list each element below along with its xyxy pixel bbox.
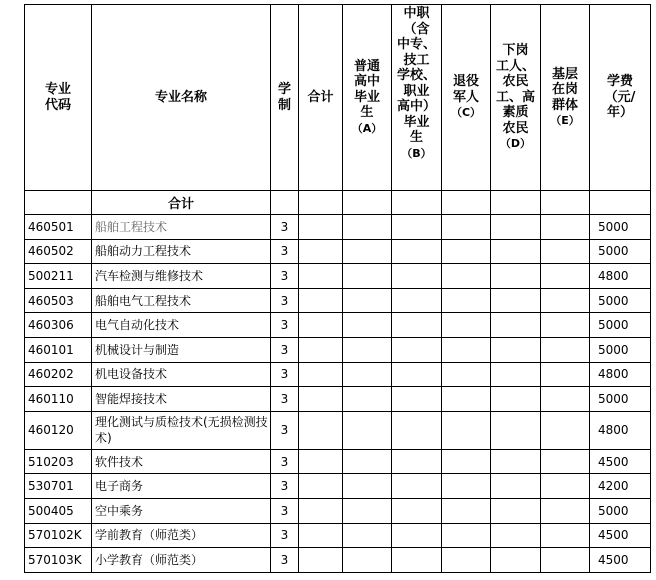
cell-name: 空中乘务 — [92, 498, 271, 523]
cell-c — [442, 264, 491, 289]
cell-a — [343, 548, 392, 573]
cell-d — [491, 411, 541, 449]
cell-fee: 5000 — [590, 313, 651, 338]
cell-b — [392, 498, 442, 523]
cell-years: 3 — [271, 239, 299, 264]
cell-total — [299, 313, 343, 338]
cell-e — [541, 337, 590, 362]
cell-name: 电气自动化技术 — [92, 313, 271, 338]
cell-fee: 4500 — [590, 449, 651, 474]
table-row — [25, 449, 651, 474]
cell-a — [343, 362, 392, 387]
cell-years: 3 — [271, 498, 299, 523]
cell-a — [343, 387, 392, 412]
cell-years: 3 — [271, 313, 299, 338]
cell-c — [442, 337, 491, 362]
table-row — [25, 264, 651, 289]
cell-e — [541, 313, 590, 338]
cell-d — [491, 474, 541, 499]
header-d: 下岗 工人、 农民 工、高 素质 农民 （D） — [491, 5, 541, 191]
header-code: 专业 代码 — [25, 5, 92, 191]
cell-fee: 5000 — [590, 215, 651, 240]
table-row — [25, 288, 651, 313]
cell-a — [343, 264, 392, 289]
cell-fee: 5000 — [590, 239, 651, 264]
table-row — [25, 411, 651, 449]
cell-total — [299, 498, 343, 523]
cell-b — [392, 523, 442, 548]
cell-name: 船舶动力工程技术 — [92, 239, 271, 264]
cell-c — [442, 288, 491, 313]
cell-d — [491, 362, 541, 387]
cell-e — [541, 498, 590, 523]
cell-b — [392, 474, 442, 499]
cell-code: 500211 — [25, 264, 92, 289]
cell-code: 570102K — [25, 523, 92, 548]
cell-fee: 4500 — [590, 548, 651, 573]
cell-name: 电子商务 — [92, 474, 271, 499]
cell-c — [442, 498, 491, 523]
cell-a — [343, 523, 392, 548]
cell-years: 3 — [271, 548, 299, 573]
cell-fee: 4800 — [590, 264, 651, 289]
cell-name: 汽车检测与维修技术 — [92, 264, 271, 289]
header-fee: 学费 （元/ 年） — [590, 5, 651, 191]
cell-code: 570103K — [25, 548, 92, 573]
cell-total — [299, 548, 343, 573]
cell-a — [343, 337, 392, 362]
cell-c — [442, 474, 491, 499]
cell-name: 船舶工程技术 — [92, 215, 271, 240]
cell-years: 3 — [271, 215, 299, 240]
header-b: 中职 （含 中专、 技工 学校、 职业 高中） 毕业 生 （B） — [392, 5, 442, 191]
table-row — [25, 313, 651, 338]
cell-total — [299, 474, 343, 499]
cell-total — [299, 288, 343, 313]
cell-e — [541, 264, 590, 289]
header-a: 普通 高中 毕业 生 （A） — [343, 5, 392, 191]
table-row — [25, 548, 651, 573]
cell-total — [299, 337, 343, 362]
table-row — [25, 387, 651, 412]
cell-b — [392, 411, 442, 449]
cell-total — [299, 449, 343, 474]
cell-c — [442, 362, 491, 387]
cell-name: 机电设备技术 — [92, 362, 271, 387]
cell-c — [442, 387, 491, 412]
cell-code: 460120 — [25, 411, 92, 449]
table-row — [25, 362, 651, 387]
header-row — [25, 5, 651, 191]
cell-b — [392, 548, 442, 573]
header-years: 学 制 — [271, 5, 299, 191]
total-row-label: 合计 — [92, 191, 271, 215]
cell-a — [343, 313, 392, 338]
cell-total — [299, 523, 343, 548]
cell-fee: 5000 — [590, 498, 651, 523]
cell-name: 机械设计与制造 — [92, 337, 271, 362]
cell-code: 460306 — [25, 313, 92, 338]
cell-total — [299, 215, 343, 240]
cell-d — [491, 288, 541, 313]
cell-years: 3 — [271, 523, 299, 548]
table-row — [25, 474, 651, 499]
cell-d — [491, 264, 541, 289]
cell-a — [343, 215, 392, 240]
cell-name: 小学教育（师范类） — [92, 548, 271, 573]
cell-e — [541, 362, 590, 387]
cell-d — [491, 387, 541, 412]
cell-years: 3 — [271, 449, 299, 474]
cell-years: 3 — [271, 474, 299, 499]
cell-d — [491, 215, 541, 240]
cell-e — [541, 239, 590, 264]
cell-code: 500405 — [25, 498, 92, 523]
table-row — [25, 523, 651, 548]
cell-b — [392, 215, 442, 240]
cell-a — [343, 411, 392, 449]
cell-e — [541, 411, 590, 449]
cell-years: 3 — [271, 362, 299, 387]
enrollment-table-container — [24, 4, 651, 573]
cell-b — [392, 387, 442, 412]
cell-c — [442, 215, 491, 240]
cell-c — [442, 313, 491, 338]
cell-e — [541, 474, 590, 499]
cell-e — [541, 449, 590, 474]
cell-d — [491, 313, 541, 338]
cell-name: 学前教育（师范类） — [92, 523, 271, 548]
cell-years: 3 — [271, 387, 299, 412]
cell-d — [491, 498, 541, 523]
header-total: 合计 — [299, 5, 343, 191]
cell-code: 460501 — [25, 215, 92, 240]
cell-total — [299, 239, 343, 264]
cell-fee: 5000 — [590, 337, 651, 362]
cell-code: 460502 — [25, 239, 92, 264]
cell-b — [392, 288, 442, 313]
total-row-code — [25, 191, 92, 215]
cell-e — [541, 523, 590, 548]
cell-total — [299, 411, 343, 449]
cell-fee: 4200 — [590, 474, 651, 499]
cell-code: 510203 — [25, 449, 92, 474]
cell-e — [541, 548, 590, 573]
cell-c — [442, 449, 491, 474]
enrollment-plan-table — [24, 4, 651, 573]
cell-e — [541, 288, 590, 313]
cell-d — [491, 449, 541, 474]
cell-d — [491, 337, 541, 362]
cell-total — [299, 264, 343, 289]
cell-years: 3 — [271, 288, 299, 313]
cell-b — [392, 449, 442, 474]
cell-code: 460503 — [25, 288, 92, 313]
cell-b — [392, 362, 442, 387]
cell-a — [343, 498, 392, 523]
cell-code: 530701 — [25, 474, 92, 499]
cell-years: 3 — [271, 264, 299, 289]
cell-d — [491, 548, 541, 573]
table-row — [25, 498, 651, 523]
cell-fee: 4800 — [590, 362, 651, 387]
cell-d — [491, 523, 541, 548]
cell-c — [442, 548, 491, 573]
cell-b — [392, 313, 442, 338]
cell-years: 3 — [271, 411, 299, 449]
cell-b — [392, 264, 442, 289]
cell-b — [392, 337, 442, 362]
cell-e — [541, 215, 590, 240]
cell-e — [541, 387, 590, 412]
cell-name: 软件技术 — [92, 449, 271, 474]
cell-total — [299, 362, 343, 387]
cell-fee: 5000 — [590, 288, 651, 313]
cell-c — [442, 523, 491, 548]
cell-fee: 5000 — [590, 387, 651, 412]
total-row — [25, 191, 651, 215]
cell-total — [299, 387, 343, 412]
cell-code: 460110 — [25, 387, 92, 412]
table-row — [25, 215, 651, 240]
cell-code: 460101 — [25, 337, 92, 362]
cell-c — [442, 411, 491, 449]
cell-name: 智能焊接技术 — [92, 387, 271, 412]
cell-code: 460202 — [25, 362, 92, 387]
cell-d — [491, 239, 541, 264]
cell-c — [442, 239, 491, 264]
table-row — [25, 337, 651, 362]
cell-name: 理化测试与质检技术(无损检测技术) — [92, 411, 271, 449]
cell-b — [392, 239, 442, 264]
header-name: 专业名称 — [92, 5, 271, 191]
cell-a — [343, 239, 392, 264]
cell-name: 船舶电气工程技术 — [92, 288, 271, 313]
table-row — [25, 239, 651, 264]
cell-a — [343, 474, 392, 499]
cell-a — [343, 288, 392, 313]
cell-years: 3 — [271, 337, 299, 362]
cell-fee: 4800 — [590, 411, 651, 449]
header-c: 退役 军人 （C） — [442, 5, 491, 191]
cell-fee: 4500 — [590, 523, 651, 548]
cell-a — [343, 449, 392, 474]
header-e: 基层 在岗 群体 （E） — [541, 5, 590, 191]
